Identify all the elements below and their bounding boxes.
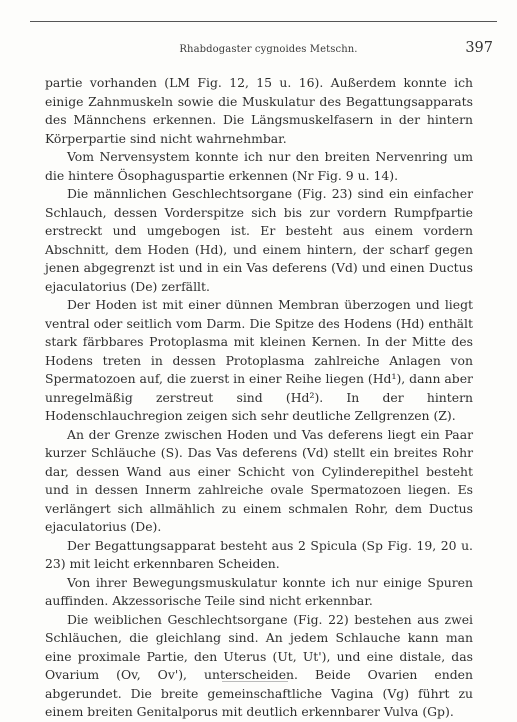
paragraph-testis: Der Hoden ist mit einer dünnen Membran überzogen und liegt ventral oder seitlich vom Darm. Die Spitze des Hodens (Hd) enthält stark färbbares Protoplasma mit kleinen Kernen. In der Mitte des Hodens treten in dessen Protoplasma zahlreiche Anlagen von Spermatozoen auf, die zuerst in einer Reihe liegen (Hd¹), dann aber unregelmäßig zerstreut sind (Hd²). In der hintern Hodenschlauchregion zeigen sich sehr deutliche Zellgrenzen (Z). xyxy=(45,297,473,423)
top-rule xyxy=(30,21,497,22)
paragraph-female-organs: Die weiblichen Geschlechtsorgane (Fig. 22) bestehen aus zwei Schläuchen, die gleichlang sind. An jedem Schlauche kann man eine proximale Partie, den Uterus (Ut, Ut'), und eine distale, das Ovarium (Ov, Ov'), unterscheiden. Beide Ovarien enden abgerundet. Die breite gemeinschaftliche Vagina (Vg) führt zu einem breiten Genitalporus mit deutlich erkennbarer Vulva (Gp). xyxy=(45,611,473,719)
paragraph-continuation: partie vorhanden (LM Fig. 12, 15 u. 16). Außerdem konnte ich einige Zahnmuskeln sowie die Muskulatur des Begattungsapparats des Männchens erkennen. Die Längsmuskelfasern in der hintern Körperpartie sind nicht wahrnehmbar. xyxy=(45,75,473,146)
paragraph-copulatory-apparatus: Der Begattungsapparat besteht aus 2 Spicula (Sp Fig. 19, 20 u. 23) mit leicht erkennbaren Scheiden. xyxy=(45,537,473,571)
paragraph-musculature: Von ihrer Bewegungsmuskulatur konnte ich nur einige Spuren auffinden. Akzessorische Teile sind nicht erkennbar. xyxy=(45,574,473,608)
body-text xyxy=(45,74,473,722)
bottom-rule xyxy=(222,681,288,682)
page-header xyxy=(44,40,493,62)
paragraph-vas-deferens: An der Grenze zwischen Hoden und Vas deferens liegt ein Paar kurzer Schläuche (S). Das Vas deferens (Vd) stellt ein breites Rohr dar, dessen Wand aus einer Schicht von Cylinderepithel besteht und in dessen Innerm zahlreiche ovale Spermatozoen liegen. Es verlängert sich allmählich zu einem schmalen Rohr, dem Ductus ejaculatorius (De). xyxy=(45,426,473,534)
paragraph-nervous-system: Vom Nervensystem konnte ich nur den breiten Nervenring um die hintere Ösophaguspartie erkennen (Nr Fig. 9 u. 14). xyxy=(45,149,473,183)
paragraph-male-organs: Die männlichen Geschlechtsorgane (Fig. 23) sind ein einfacher Schlauch, dessen Vorderspitze sich bis zur vordern Rumpfpartie erstreckt und umgebogen ist. Er besteht aus einem vordern Abschnitt, dem Hoden (Hd), und einem hintern, der scharf gegen jenen abgegrenzt ist und in ein Vas deferens (Vd) und einen Ductus ejaculatorius (De) zerfällt. xyxy=(45,186,473,294)
running-title: Rhabdogaster cygnoides Metschn. xyxy=(179,44,358,55)
page-number: 397 xyxy=(465,40,493,56)
